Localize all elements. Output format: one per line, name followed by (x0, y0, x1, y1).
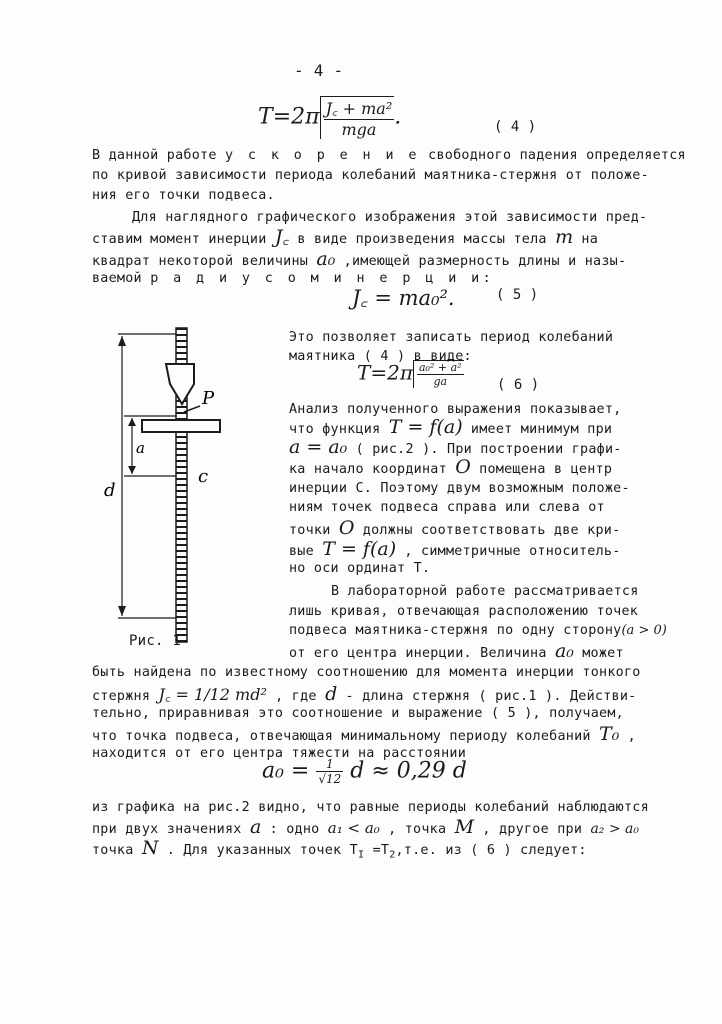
right-col2-line9: но оси ординат Т. (289, 561, 431, 576)
b2-l3-d: ,т.е. из ( 6 ) следует: (395, 843, 587, 858)
eq7-num: 1 (316, 757, 343, 772)
right-col2-line1: Анализ полученного выражения показывает, (289, 402, 622, 417)
para2-l2-m: m (555, 226, 574, 248)
right-col2-line5: инерции С. Поэтому двум возможным положе- (289, 481, 630, 496)
b-l4-t0: T₀ (599, 723, 620, 745)
right-col-line2: маятника ( 4 ) в виде: (289, 349, 472, 364)
label-c: c (198, 466, 209, 487)
rc-l3-eq: a = a₀ (289, 436, 348, 458)
rc-l4-o: O (455, 456, 471, 478)
right-col-line1: Это позволяет записать период колебаний (289, 330, 614, 345)
right-col2-line10: В лабораторной работе рассматривается (331, 584, 639, 599)
rc-l2-func: T = f(a) (388, 416, 463, 438)
eq4-numerator: J꜀ + ma² (325, 99, 393, 118)
eq5-number: ( 5 ) (496, 287, 539, 303)
eq6-denominator: ga (433, 375, 448, 388)
eq4-lhs: T (258, 104, 273, 130)
b-l4-b: , (619, 729, 636, 744)
b-l2-c: - длина стержня ( рис.1 ). Действи- (337, 689, 637, 704)
bottom-line3: тельно, приравнивая это соотношение и выражение ( 5 ), получаем, (92, 706, 624, 721)
para2-l2-c: на (573, 232, 599, 247)
eq4-equals: = (272, 104, 292, 130)
arrow-a-bottom (128, 466, 136, 474)
b2-l2-d: , другое при (474, 822, 591, 837)
para1-spaced-term: у с к о р е н и е (225, 148, 420, 163)
eq6-equals: = (370, 360, 388, 385)
eq6-numerator: a₀² + a² (418, 361, 462, 374)
rc-l4-b: помещена в центр (470, 462, 613, 477)
b2-l3-a: точка (92, 843, 142, 858)
rc-l8-b: , симметричные относитель- (396, 544, 621, 559)
rc-l13-b: может (573, 646, 624, 661)
right-col2-line13 (289, 640, 624, 662)
label-a: a (136, 439, 145, 457)
bottom-line2 (92, 683, 637, 705)
label-d: d (104, 480, 116, 501)
b2-l3-n: N (141, 837, 159, 859)
b2-l3-c: =T (364, 843, 390, 858)
equation-6 (357, 360, 464, 388)
para1-line3: ния его точки подвеса. (92, 188, 275, 203)
b-l2-b: , где (266, 689, 326, 704)
b-l2-d: d (325, 683, 338, 705)
para2-l4-b: : (482, 271, 491, 286)
para2-l3-a: квадрат некоторой величины (92, 254, 317, 269)
rc-l8-a: вые (289, 544, 323, 559)
right-col2-line6: ниям точек подвеса справа или слева от (289, 500, 605, 515)
equation-4 (258, 96, 401, 139)
rc-l12-a: подвеса маятника-стержня по одну сторону (289, 623, 622, 638)
b2-l3-sub1: I (357, 849, 365, 861)
eq7-lhs: a₀ = (262, 758, 310, 784)
rc-l7-o: O (338, 517, 355, 539)
b2-l2-c: , точка (379, 822, 455, 837)
rc-l13-a0: a₀ (554, 640, 574, 662)
rc-l2-a: что функция (289, 422, 389, 437)
rc-l12-cond: (a > 0) (621, 623, 667, 638)
para2-line3 (92, 248, 627, 270)
figure-1-pendulum (100, 326, 236, 648)
bottom2-line2 (92, 816, 640, 838)
bottom-line4 (92, 723, 636, 745)
label-p: P (202, 388, 215, 409)
b2-l2-m: M (454, 816, 475, 838)
para2-l2-a: ставим момент инерции (92, 232, 275, 247)
eq4-dot: . (394, 104, 402, 130)
right-col2-line7 (289, 517, 621, 539)
equation-7 (262, 757, 467, 786)
bottom2-line1: из графика на рис.2 видно, что равные периоды колебаний наблюдаются (92, 800, 649, 815)
para2-l3-b: ,имеющей размерность длины и назы- (335, 254, 627, 269)
eq6-lhs: T (357, 360, 371, 385)
b-l2-formula: J꜀ = 1/12 md² (158, 685, 267, 704)
para2-l4-a: ваемой (92, 271, 151, 286)
para2-line2 (92, 226, 599, 248)
rc-l13-a: от его центра инерции. Величина (289, 646, 555, 661)
para2-l2-jc: J꜀ (274, 226, 290, 248)
b2-l2-ineq2: a₂ > a₀ (590, 821, 640, 837)
para1-line1 (92, 148, 686, 164)
b2-l2-ineq1: a₁ < a₀ (327, 819, 380, 837)
eq4-coef: 2π (291, 104, 320, 130)
b-l4-a: что точка подвеса, отвечающая минимальному периоду колебаний (92, 729, 600, 744)
b2-l2-b: : одно (261, 822, 328, 837)
b2-l3-b: . Для указанных точек T (158, 843, 358, 858)
rc-l3-b: ( рис.2 ). При построении графи- (347, 442, 622, 457)
eq6-number: ( 6 ) (497, 377, 540, 393)
para1-text-b: свободного падения определяется (419, 148, 686, 163)
bottom-line1: быть найдена по известному соотношению для момента инерции тонкого (92, 665, 641, 680)
arrow-d-top (118, 336, 126, 346)
para2-l2-b: в виде произведения массы тела (289, 232, 556, 247)
right-col2-line4 (289, 456, 613, 478)
eq6-coef: 2π (387, 360, 413, 385)
support-prism (166, 364, 194, 404)
equation-5: J꜀ = ma₀². (352, 286, 455, 310)
rc-l8-func: T = f(a) (322, 538, 397, 560)
bottom2-line3 (92, 837, 587, 864)
right-col2-line8 (289, 538, 621, 560)
b2-l2-a: при двух значениях (92, 822, 250, 837)
right-col2-line11: лишь кривая, отвечающая расположению точек (289, 604, 639, 619)
platform (142, 420, 220, 432)
arrow-d-bottom (118, 606, 126, 616)
para2-l3-a0: a₀ (316, 248, 336, 270)
b-l2-a: стержня (92, 689, 159, 704)
eq4-number: ( 4 ) (494, 119, 537, 135)
eq4-denominator: mga (341, 120, 377, 139)
b2-l3-sub2: 2 (389, 849, 396, 861)
bottom-line5: находится от его центра тяжести на расстоянии (92, 746, 467, 761)
para1-text-a: В данной работе (92, 148, 225, 163)
page-number: - 4 - (294, 61, 344, 80)
eq7-den: √12 (318, 772, 342, 786)
para2-line1: Для наглядного графического изображения этой зависимости пред- (132, 210, 648, 225)
eq7-rest: d ≈ 0,29 d (350, 758, 467, 784)
rc-l7-b: должны соответствовать две кри- (354, 523, 621, 538)
rc-l7-a: точки (289, 523, 339, 538)
b2-l2-var: a (249, 816, 262, 838)
para1-line2: по кривой зависимости периода колебаний маятника-стержня от положе- (92, 168, 649, 183)
para2-l4-spaced-term: р а д и у с о м и н е р ц и и (150, 271, 483, 286)
rc-l4-a: ка начало координат (289, 462, 456, 477)
rc-l2-b: имеет минимум при (462, 422, 613, 437)
figure-1-caption: Рис. 1 (129, 633, 182, 649)
arrow-a-top (128, 418, 136, 426)
right-col2-line12 (289, 623, 667, 639)
